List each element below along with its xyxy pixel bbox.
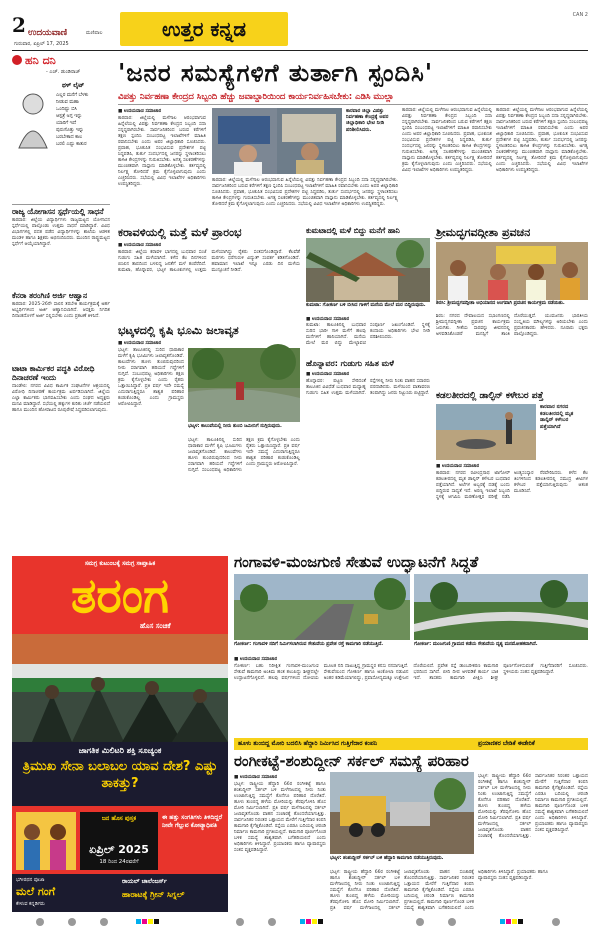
honnavar-story xyxy=(306,358,430,550)
circle-text-left: ಭಟ್ಕಳ: ರಾಷ್ಟ್ರೀಯ ಹೆದ್ದಾರಿ 66ರ ರಂಗೀಕಟ್ಟೆ ಹಾಗೂ ಶಂಶುದ್ದೀನ್ ಸರ್ಕಲ್ ಬಳಿ ಮಳೆಗಾಲದಲ್ಲಿ ನೀರು ನಿಂತು ಉಂಟಾಗುತ್ತಿದ್ದ ಸಮಸ್ಯೆಗೆ ಕೊನೆಗೂ ಪರಿಹಾರ ದೊರೆತಿದೆ. ಹೂಳು ತುಂಬಿದ್ದ ಹಳೆಯ ಮೋರಿಯನ್ನು ತೆರವುಗೊಳಿಸಿ ಹೊಸ ಮೋರಿ ನಿರ್ಮಿಸಲಾಗಿದೆ. ಪ್ರತಿ ವರ್ಷ ಮಳೆಗಾಲದಲ್ಲಿ ಸರ್ಕಲ್ ಜಲಾವೃತಗೊಂಡು ವಾಹನ ಸಂಚಾರಕ್ಕೆ ತೊಂದರೆಯಾಗುತ್ತಿತ್ತು. ಸಾರ್ವಜನಿಕರ ನಿರಂತರ ಒತ್ತಾಯದ ಮೇರೆಗೆ ಗುತ್ತಿಗೆದಾರ ಕಂಪನಿ ಕಾಮಗಾರಿ ಕೈಗೆತ್ತಿಕೊಂಡಿದೆ. ರಸ್ತೆಯ ಎರಡೂ ಬದಿಯಲ್ಲಿ ಚರಂಡಿ ನಿರ್ಮಾಣ ಕಾಮಗಾರಿ ಪ್ರಗತಿಯಲ್ಲಿದೆ. ಕಾಮಗಾರಿ ಪೂರ್ಣಗೊಂಡ ಬಳಿಕ ಸಮಸ್ಯೆ ಶಾಶ್ವತವಾಗಿ ಬಗೆಹರಿಯಲಿದೆ ಎಂದು ಅಧಿಕಾರಿಗಳು ತಿಳಿಸಿದ್ದಾರೆ. ಪ್ರಯಾಣಿಕರು ಹಾಗೂ ವ್ಯಾಪಾರಸ್ಥರು ಸಂತಸ ವ್ಯಕ್ತಪಡಿಸಿದ್ದಾರೆ. xyxy=(234,782,326,853)
section-banner xyxy=(120,12,288,46)
ad-feature-kicker: ಜಾಗತಿಕ ಮಿಲಿಟರಿ ಶಕ್ತಿ ಸೂಚ್ಯಂಕ xyxy=(78,746,162,755)
circle-kicker-right: ಪ್ರಯಾಣಿಕರ ಬೇಡಿಕೆ ಈಡೇರಿಕೆ xyxy=(478,740,535,747)
top-story-col3 xyxy=(402,108,492,222)
ad-extra-left: ಭಗೀರಥನ ಪೂಜಾ xyxy=(16,877,45,883)
ad-extra-mid: ಈ ಹತ್ತು ಸಂಗತಿಗಳು ತಿಳಿದಿದ್ದರೆ ನೀವೇ ಗೆಲ್ಲುವ ಕೋಟ್ಯಾಧಿಪತಿ xyxy=(162,814,223,829)
hani-author-sketch xyxy=(14,88,52,150)
story-text: ಕಾರವಾರ: ಜಿಲ್ಲೆಯ ವಿದ್ಯಾರ್ಥಿಗಳು ರಾಜ್ಯಮಟ್ಟದ ಯೋಗಾಸನ ಸ್ಪರ್ಧೆಯಲ್ಲಿ ಪಾಲ್ಗೊಂಡು ಉತ್ತಮ ಸಾಧನೆ ಮಾಡಿದ್ದಾರೆ. ವಿವಿಧ ವಿಭಾಗಗಳಲ್ಲಿ ಪದಕ ಪಡೆದ ವಿದ್ಯಾರ್ಥಿಗಳನ್ನು ಶಾಲೆಯ ಆಡಳಿತ ಮಂಡಳಿ ಹಾಗೂ ಶಿಕ್ಷಕರು ಅಭಿನಂದಿಸಿದರು. ಮುಂದಿನ ರಾಷ್ಟ್ರಮಟ್ಟದ ಸ್ಪರ್ಧೆಗೆ ಆಯ್ಕೆಯಾಗಿದ್ದಾರೆ. xyxy=(12,218,110,247)
poem-line: ಬರಬೇಕಾದ ಕಾಲ xyxy=(56,135,83,140)
hani-author: - ಎಚ್. ಡುಂಡಿರಾಜ್ xyxy=(46,69,81,75)
headline: ರಾಜ್ಯ ಯೋಗಾಸನ ಸ್ಪರ್ಧೆಯಲ್ಲಿ ಸಾಧನೆ xyxy=(12,207,104,216)
left-divider xyxy=(12,204,110,205)
top-story-headline: 'ಜನರ ಸಮಸ್ಯೆಗಳಿಗೆ ತುರ್ತಾಗಿ ಸ್ಪಂದಿಸಿ' xyxy=(118,58,434,87)
poem-title: ಥಳ್ ಲೈಟ್ xyxy=(62,82,85,89)
bhatkal-photo xyxy=(188,348,300,422)
paper-edition: ಮಣಿಪಾಲ xyxy=(86,30,103,36)
circle-text-right: ಭಟ್ಕಳ: ರಾಷ್ಟ್ರೀಯ ಹೆದ್ದಾರಿ 66ರ ರಂಗೀಕಟ್ಟೆ ಹಾಗೂ ಶಂಶುದ್ದೀನ್ ಸರ್ಕಲ್ ಬಳಿ ಮಳೆಗಾಲದಲ್ಲಿ ನೀರು ನಿಂತು ಉಂಟಾಗುತ್ತಿದ್ದ ಸಮಸ್ಯೆಗೆ ಕೊನೆಗೂ ಪರಿಹಾರ ದೊರೆತಿದೆ. ಹೂಳು ತುಂಬಿದ್ದ ಹಳೆಯ ಮೋರಿಯನ್ನು ತೆರವುಗೊಳಿಸಿ ಹೊಸ ಮೋರಿ ನಿರ್ಮಿಸಲಾಗಿದೆ. ಪ್ರತಿ ವರ್ಷ ಮಳೆಗಾಲದಲ್ಲಿ ಸರ್ಕಲ್ ಜಲಾವೃತಗೊಂಡು ವಾಹನ ಸಂಚಾರಕ್ಕೆ ತೊಂದರೆಯಾಗುತ್ತಿತ್ತು. ಸಾರ್ವಜನಿಕರ ನಿರಂತರ ಒತ್ತಾಯದ ಮೇರೆಗೆ ಗುತ್ತಿಗೆದಾರ ಕಂಪನಿ ಕಾಮಗಾರಿ ಕೈಗೆತ್ತಿಕೊಂಡಿದೆ. ರಸ್ತೆಯ ಎರಡೂ ಬದಿಯಲ್ಲಿ ಚರಂಡಿ ನಿರ್ಮಾಣ ಕಾಮಗಾರಿ ಪ್ರಗತಿಯಲ್ಲಿದೆ. ಕಾಮಗಾರಿ ಪೂರ್ಣಗೊಂಡ ಬಳಿಕ ಸಮಸ್ಯೆ ಶಾಶ್ವತವಾಗಿ ಬಗೆಹರಿಯಲಿದೆ ಎಂದು ಅಧಿಕಾರಿಗಳು ತಿಳಿಸಿದ್ದಾರೆ. ಪ್ರಯಾಣಿಕರು ಹಾಗೂ ವ್ಯಾಪಾರಸ್ಥರು ಸಂತಸ ವ್ಯಕ್ತಪಡಿಸಿದ್ದಾರೆ. xyxy=(478,774,588,839)
taranga-ad[interactable] xyxy=(12,556,228,912)
hani-title: ಹನಿ ದನಿ xyxy=(25,54,56,67)
page-code: CAN 2 xyxy=(572,12,588,18)
ad-extra-right-small: ರಾಯಲ್ ಚಾಲೆಂಜರ್ಸ್ xyxy=(122,878,167,885)
bhatkal-story xyxy=(118,324,300,549)
page-number: 2 xyxy=(12,13,26,37)
ad-book-box xyxy=(80,812,158,870)
ad-extra-left-big: ಮಲೆ ಗಂಗೆ xyxy=(16,885,56,898)
byline: ■ ಉದಯವಾಣಿ ಸಮಾಚಾರ xyxy=(306,372,350,377)
bridge-text: ಗೋಕರ್ಣ: ಬಹು ನಿರೀಕ್ಷಿತ ಗಂಗಾವಳಿ-ಮಂಜಗುಣಿ ಸೇತುವೆ ಕಾಮಗಾರಿ ಅಂತಿಮ ಹಂತ ತಲುಪಿದ್ದು ಶೀಘ್ರದಲ್ಲೇ ಉದ್ಘಾಟನೆಗೊಳ್ಳಲಿದೆ. ಹಲವು ವರ್ಷಗಳಿಂದ ದೋಣಿಯ ಮೂಲಕ ನದಿ ದಾಟುತ್ತಿದ್ದ ಗ್ರಾಮಸ್ಥರ ಕನಸು ನನಸಾಗುತ್ತಿದೆ. ಸೇತುವೆಯಿಂದ ಗೋಕರ್ಣ ಹಾಗೂ ಅಂಕೋಲಾ ನಡುವಿನ ಅಂತರ ಕಡಿಮೆಯಾಗಲಿದ್ದು, ಪ್ರವಾಸೋದ್ಯಮಕ್ಕೂ ಉತ್ತೇಜನ ದೊರೆಯಲಿದೆ. ಪ್ರವೇಶ ರಸ್ತೆ ಡಾಂಬರೀಕರಣ ಕಾಮಗಾರಿ ಭರದಿಂದ ಸಾಗಿದೆ. ಬೀದಿ ದೀಪ ಅಳವಡಿಕೆ ಕಾರ್ಯ ಬಾಕಿ ಇದೆ. ಶಾಸಕರು ಕಾಮಗಾರಿ ವೀಕ್ಷಿಸಿ ಶೀಘ್ರ ಪೂರ್ಣಗೊಳಿಸುವಂತೆ ಗುತ್ತಿಗೆದಾರರಿಗೆ ಸೂಚಿಸಿದರು. ಸ್ಥಳೀಯರು ಸಂತಸ ವ್ಯಕ್ತಪಡಿಸಿದ್ದಾರೆ. xyxy=(234,664,588,681)
poem-line: ಬರಲಿ ಎಷ್ಟು ಕಾತುರ xyxy=(56,142,87,147)
byline: ■ ಉದಯವಾಣಿ ಸಮಾಚಾರ xyxy=(306,317,350,322)
headline: ಶ್ರೀಮದ್ಭಗವದ್ಗೀತಾ ಪ್ರವಚನ xyxy=(436,226,531,239)
ad-feature-box xyxy=(12,742,228,806)
circle-kicker-left: ಹೂಳು ತುಂಬಿದ್ದ ಮೋರಿ ಬದಲಿಸಿ ಹೆದ್ದಾರಿ ನಿರ್ಮಿಸಿದ ಗುತ್ತಿಗೆದಾರ ಕಂಪನಿ xyxy=(238,740,378,747)
pravachana-story xyxy=(436,226,588,388)
top-story-col2 xyxy=(212,178,398,222)
poem-line: ಎಲ್ಲರ ಮನೆಗೆ ಬೆಳಕು xyxy=(56,93,89,98)
ad-people-art xyxy=(16,812,76,870)
story-text: ಕಾರವಾರ: ಜಿಲ್ಲೆಯಲ್ಲಿ ಮಳೆಗಾಲ ಆರಂಭವಾಗುವ ಹಿನ್ನೆಲೆಯಲ್ಲಿ ವಿಪತ್ತು ನಿರ್ವಹಣಾ ಕೇಂದ್ರದ ಸಿಬ್ಬಂದಿ ಸದಾ ಸನ್ನದ್ಧರಾಗಿರಬೇಕು. ಸಾರ್ವಜನಿಕರಿಂದ ಬರುವ ಕರೆಗಳಿಗೆ ತಕ್ಷಣ ಸ್ಪಂದಿಸಿ ಸಂಬಂಧಪಟ್ಟ ಇಲಾಖೆಗಳಿಗೆ ಮಾಹಿತಿ ರವಾನಿಸಬೇಕು ಎಂದು ಅಪರ ಜಿಲ್ಲಾಧಿಕಾರಿ ಸೂಚಿಸಿದರು. ಪ್ರವಾಹ, ಭೂಕುಸಿತ ಸಂಭವಿಸುವ ಪ್ರದೇಶಗಳ ಪಟ್ಟಿ ಸಿದ್ಧಪಡಿಸಿ, ತುರ್ತು ಸಂದರ್ಭದಲ್ಲಿ ಜನರನ್ನು ಸ್ಥಳಾಂತರಿಸಲು ಕಾಳಜಿ ಕೇಂದ್ರಗಳನ್ನು ಗುರುತಿಸಬೇಕು. ಅಗತ್ಯ ಸಲಕರಣೆಗಳನ್ನು ಮುಂಚಿತವಾಗಿ ದಾಸ್ತಾನು ಮಾಡಿಕೊಳ್ಳಬೇಕು. ಕರ್ತವ್ಯದಲ್ಲಿ ನಿರ್ಲಕ್ಷ್ಯ ತೋರಿದರೆ ಕ್ರಮ ಕೈಗೊಳ್ಳಲಾಗುವುದು ಎಂದು ಎಚ್ಚರಿಸಿದರು. ಸಭೆಯಲ್ಲಿ ವಿವಿಧ ಇಲಾಖೆಗಳ ಅಧಿಕಾರಿಗಳು ಉಪಸ್ಥಿತರಿದ್ದರು. xyxy=(402,108,492,173)
poem-line: ನೀಡುವ ಮಹಾ xyxy=(56,100,79,105)
left-story-1 xyxy=(12,207,110,287)
hani-dani-box xyxy=(12,54,110,202)
story-text: ಕಾರವಾರ: ನಗರದ ರವೀಂದ್ರನಾಥ ಟಾಗೋರ್ ಕಡಲತೀರದಲ್ಲಿ ಮೃತ ಡಾಲ್ಫಿನ್ ಕಳೇಬರ ಬುಧವಾರ ಪತ್ತೆಯಾಗಿದೆ. ಅಲೆಗಳ ಅಬ್ಬರಕ್ಕೆ ದಡಕ್ಕೆ ಬಂದು ಬಿದ್ದಿರುವ ಸಾಧ್ಯತೆ ಇದೆ. ಅರಣ್ಯ ಇಲಾಖೆ ಸಿಬ್ಬಂದಿ ಸ್ಥಳಕ್ಕೆ ಆಗಮಿಸಿ ಮರಣೋತ್ತರ ಪರೀಕ್ಷೆ ನಡೆಸಿ ಅಂತ್ಯಸಂಸ್ಕಾರ ನೆರವೇರಿಸಿದರು. ಕಳೆದ ಕೆಲ ತಿಂಗಳಿನಿಂದ ಕಡಲತೀರದಲ್ಲಿ ಸಮುದ್ರ ಜೀವಿಗಳ ಕಳೇಬರ ಪತ್ತೆಯಾಗುತ್ತಿರುವುದು ಆತಂಕ ಮೂಡಿಸಿದೆ. xyxy=(436,471,588,500)
headline: ಟಾಟಾ ಕಾರ್ಮಿಕರ ಪದ್ಧತಿ ವಿರೋಧಿ ದಿನಾಚರಣೆ ಇಂದು xyxy=(12,364,95,382)
story-text: ದಾಂಡೇಲಿ: ನಗರದ ವಿವಿಧ ಕಾರ್ಮಿಕ ಸಂಘಟನೆಗಳ ಆಶ್ರಯದಲ್ಲಿ ವಿರೋಧಿ ದಿನಾಚರಣೆ ಕಾರ್ಯಕ್ರಮ ಏರ್ಪಡಿಸಲಾಗಿದೆ. ಜಿಲ್ಲೆಯ ಎಲ್ಲಾ ಕಾರ್ಮಿಕರು ಭಾಗವಹಿಸಬೇಕು ಎಂದು ಸಂಘದ ಅಧ್ಯಕ್ಷರು ಮನವಿ ಮಾಡಿದ್ದಾರೆ. ಸಭೆಯಲ್ಲಿ ಹಕ್ಕುಗಳ ಕುರಿತು ಚರ್ಚೆ ನಡೆಯಲಿದೆ ಹಾಗೂ ಮುಂದಿನ ಹೋರಾಟದ ರೂಪುರೇಷೆ ಸಿದ್ಧಪಡಿಸಲಾಗುವುದು. xyxy=(12,384,110,413)
section-title: ಉತ್ತರ ಕನ್ನಡ xyxy=(162,17,246,41)
pravachana-photo xyxy=(436,242,588,300)
ad-subtitle: ಹೊಸ ಸಂಚಿಕೆ xyxy=(140,622,171,630)
poem-line: ಯಾರಿಗೆ ಇದೆ xyxy=(56,121,77,126)
circle-headline: ರಂಗೀಕಟ್ಟೆ-ಶಂಶುದ್ದೀನ್ ಸರ್ಕಲ್ ಸಮಸ್ಯೆ ಪರಿಹಾರ xyxy=(234,752,469,770)
poem-line: ಪುರುಸೊತ್ತು ಇನ್ನು xyxy=(56,128,84,133)
byline: ■ ಉದಯವಾಣಿ ಸಮಾಚಾರ xyxy=(118,341,162,346)
masthead-rule xyxy=(12,50,588,51)
byline: ■ ಉದಯವಾಣಿ ಸಮಾಚಾರ xyxy=(436,464,480,469)
story-text: ಶಿರಸಿ: ನಗರದ ದೇವಾಲಯದ ಸಭಾಂಗಣದಲ್ಲಿ ಶ್ರೀಮದ್ಭಗವದ್ಗೀತಾ ಪ್ರವಚನ ಕಾರ್ಯಕ್ರಮ ಜರುಗಿತು. ಗೀತೆಯ ಸಾರವನ್ನು ಜೀವನದಲ್ಲಿ ಅಳವಡಿಸಿಕೊಂಡರೆ ಮನಸ್ಸಿಗೆ ಶಾಂತಿ ದೊರೆಯುತ್ತದೆ. ಯುವಜನರು ಭಾರತೀಯ ಸಂಸ್ಕೃತಿಯ ಮೌಲ್ಯಗಳನ್ನು ಅರಿಯಬೇಕು ಎಂದು ಪ್ರವಚನಕಾರರು ಹೇಳಿದರು. ನೂರಾರು ಭಕ್ತರು ಪಾಲ್ಗೊಂಡಿದ್ದರು. xyxy=(436,314,588,337)
ad-soldiers-art xyxy=(12,634,228,742)
bridge-caption-right: ಗೋಕರ್ಣ: ಮಂಜಗುಣಿ ಗ್ರಾಮದ ಕಡೆಯ ಸೇತುವೆಯ ದೃಶ್ಯ ಮನಮೋಹಕವಾಗಿದೆ. xyxy=(414,642,538,647)
poem-body xyxy=(56,92,110,148)
ad-tagline: ಸಮಗ್ರ ಕುಟುಂಬಕ್ಕೆ ಸಮಗ್ರ ಸಾಪ್ತಾಹಿಕ xyxy=(84,560,156,567)
bridge-photo-left xyxy=(234,574,410,640)
photo-caption: ಶಿರಸಿ: ಶ್ರೀಮದ್ಭಗವದ್ಗೀತಾ ಅಭಿಯಾನದ ಅಂಗವಾಗಿ ಪ್ರವಚನ ಕಾರ್ಯಕ್ರಮ ನಡೆಯಿತು. xyxy=(436,301,565,306)
kumta-photo xyxy=(306,238,430,302)
left-story-2 xyxy=(12,291,110,361)
story-text: ಭಟ್ಕಳ: ತಾಲೂಕಿನಲ್ಲಿ ಸುರಿದ ಧಾರಾಕಾರ ಮಳೆಗೆ ಕೃಷಿ ಭೂಮಿಗಳು ಜಲಾವೃತಗೊಂಡಿವೆ. ಕಾಲುವೆಗಳು ಹೂಳು ತುಂಬಿರುವುದರಿಂದ ನೀರು ಸರಾಗವಾಗಿ ಹರಿಯದೆ ಗದ್ದೆಗಳಿಗೆ ನುಗ್ಗಿದೆ. ಸಂಬಂಧಪಟ್ಟ ಅಧಿಕಾರಿಗಳು ತಕ್ಷಣ ಕ್ರಮ ಕೈಗೊಳ್ಳಬೇಕು ಎಂದು ರೈತರು ಒತ್ತಾಯಿಸಿದ್ದಾರೆ. ಪ್ರತಿ ವರ್ಷ ಇದೇ ಸಮಸ್ಯೆ ಎದುರಾಗುತ್ತಿದ್ದರೂ ಶಾಶ್ವತ ಪರಿಹಾರ ಕಂಡುಕೊಂಡಿಲ್ಲ ಎಂದು ಗ್ರಾಮಸ್ಥರು ಆರೋಪಿಸಿದ್ದಾರೆ. xyxy=(118,348,184,407)
story-text-2: ಭಟ್ಕಳ: ತಾಲೂಕಿನಲ್ಲಿ ಸುರಿದ ಧಾರಾಕಾರ ಮಳೆಗೆ ಕೃಷಿ ಭೂಮಿಗಳು ಜಲಾವೃತಗೊಂಡಿವೆ. ಕಾಲುವೆಗಳು ಹೂಳು ತುಂಬಿರುವುದರಿಂದ ನೀರು ಸರಾಗವಾಗಿ ಹರಿಯದೆ ಗದ್ದೆಗಳಿಗೆ ನುಗ್ಗಿದೆ. ಸಂಬಂಧಪಟ್ಟ ಅಧಿಕಾರಿಗಳು ತಕ್ಷಣ ಕ್ರಮ ಕೈಗೊಳ್ಳಬೇಕು ಎಂದು ರೈತರು ಒತ್ತಾಯಿಸಿದ್ದಾರೆ. ಪ್ರತಿ ವರ್ಷ ಇದೇ ಸಮಸ್ಯೆ ಎದುರಾಗುತ್ತಿದ್ದರೂ ಶಾಶ್ವತ ಪರಿಹಾರ ಕಂಡುಕೊಂಡಿಲ್ಲ ಎಂದು ಗ್ರಾಮಸ್ಥರು ಆರೋಪಿಸಿದ್ದಾರೆ. xyxy=(188,438,300,473)
paper-name: ಉದಯವಾಣಿ xyxy=(28,28,68,38)
masthead xyxy=(12,12,588,50)
poem-line: ಒಂದಿಷ್ಟು ಬಿಸಿ xyxy=(56,107,77,112)
top-story-col1 xyxy=(118,108,206,218)
story-text: ಕಾರವಾರ: 2025-26ನೇ ಸಾಲಿನ ತರಬೇತಿ ಕಾರ್ಯಕ್ರಮಕ್ಕೆ ಅರ್ಹ ಅಭ್ಯರ್ಥಿಗಳಿಂದ ಅರ್ಜಿ ಆಹ್ವಾನಿಸಲಾಗಿದೆ. ಆಸಕ್ತರು ನಿಗದಿತ ದಿನಾಂಕದೊಳಗೆ ಅರ್ಜಿ ಸಲ್ಲಿಸಬೇಕು ಎಂದು ಪ್ರಕಟಣೆ ತಿಳಿಸಿದೆ. xyxy=(12,302,110,319)
bridge-byline: ■ ಉದಯವಾಣಿ ಸಮಾಚಾರ xyxy=(234,657,278,662)
top-story-col4 xyxy=(496,108,588,222)
byline: ■ ಉದಯವಾಣಿ ಸಮಾಚಾರ xyxy=(118,243,162,248)
top-story-rule xyxy=(118,104,588,105)
top-story-photo-caption: ಕಾರವಾರ ಜಿಲ್ಲಾ ವಿಪತ್ತು ನಿರ್ವಹಣಾ ಕೇಂದ್ರಕ್ಕೆ ಅಪರ ಜಿಲ್ಲಾಧಿಕಾರಿ ಭೇಟಿ ನೀಡಿ ಪರಿಶೀಲಿಸಿದರು. xyxy=(346,108,389,133)
story-text: ಕುಮಟಾ: ತಾಲೂಕಿನಲ್ಲಿ ಬುಧವಾರ ಸುರಿದ ಭಾರೀ ಗಾಳಿ ಮಳೆಗೆ ಹಲವು ಮನೆಗಳಿಗೆ ಹಾನಿಯಾಗಿದೆ. ಮನೆಯ ಮೇಲೆ ಮರ ಬಿದ್ದು ಮೇಲ್ಛಾವಣಿ ಸಂಪೂರ್ಣ ಜಖಂಗೊಂಡಿದೆ. ಸ್ಥಳಕ್ಕೆ ಕಂದಾಯ ಅಧಿಕಾರಿಗಳು ಭೇಟಿ ನೀಡಿ ಪರಿಶೀಲಿಸಿದರು. xyxy=(306,323,430,346)
hani-logo-icon xyxy=(12,55,22,65)
photo-caption: ಕುಮಟಾ: ಗೋಕರ್ಣ ಬಳಿ ಬೀಸಿದ ಗಾಳಿಗೆ ಮನೆಯ ಮೇಲೆ ಮರ ಬಿದ್ದಿರುವುದು. xyxy=(306,303,426,308)
headline: ಕರಾವಳಿಯಲ್ಲಿ ಮತ್ತೆ ಮಳೆ ಪ್ರಾರಂಭ xyxy=(118,226,242,239)
ad-feature-title: ತ್ರಿಮುಖ ಸೇನಾ ಬಲಾಬಲ ಯಾವ ದೇಶ? ಎಷ್ಟು ತಾಕತ್ತು? xyxy=(22,759,218,791)
headline: ಭಟ್ಕಳದಲ್ಲಿ ಕೃಷಿ ಭೂಮಿ ಜಲಾವೃತ xyxy=(118,324,239,337)
byline: ■ ಉದಯವಾಣಿ ಸಮಾಚಾರ xyxy=(118,109,162,114)
circle-photo xyxy=(330,772,474,854)
photo-caption: ಭಟ್ಕಳ: ಕಾಲುವೆಯಲ್ಲಿ ನೀರು ತುಂಬಿ ಜಮೀನಿಗೆ ನುಗ್ಗಿರುವುದು. xyxy=(188,424,282,429)
story-text: ಕಾರವಾರ: ಜಿಲ್ಲೆಯ ಕರಾವಳಿ ಭಾಗದಲ್ಲಿ ಬುಧವಾರ ಸಂಜೆ ಗುಡುಗು ಸಹಿತ ಮಳೆಯಾಗಿದೆ. ಕಳೆದ ಕೆಲ ದಿನಗಳಿಂದ ಬಿಸಿಲಿನ ತಾಪದಿಂದ ಬಳಲಿದ್ದ ಜನತೆಗೆ ಮಳೆ ತಂಪೆರೆದಿದೆ. ಕುಮಟಾ, ಹೊನ್ನಾವರ, ಭಟ್ಕಳ ತಾಲೂಕುಗಳಲ್ಲಿ ಉತ್ತಮ ಮಳೆಯಾಗಿದ್ದು ರೈತರು ಸಂತಸಗೊಂಡಿದ್ದಾರೆ. ಕೆಲವೆಡೆ ಮರಗಳು ಧರೆಗುರುಳಿ ವಿದ್ಯುತ್ ಸಂಪರ್ಕ ಕಡಿತಗೊಂಡಿದೆ. ಹವಾಮಾನ ಇಲಾಖೆ ಇನ್ನೂ ಎರಡು ದಿನ ಮಳೆಯ ಮುನ್ಸೂಚನೆ ನೀಡಿದೆ. xyxy=(118,250,300,273)
story-text: ಕಾರವಾರ: ಜಿಲ್ಲೆಯಲ್ಲಿ ಮಳೆಗಾಲ ಆರಂಭವಾಗುವ ಹಿನ್ನೆಲೆಯಲ್ಲಿ ವಿಪತ್ತು ನಿರ್ವಹಣಾ ಕೇಂದ್ರದ ಸಿಬ್ಬಂದಿ ಸದಾ ಸನ್ನದ್ಧರಾಗಿರಬೇಕು. ಸಾರ್ವಜನಿಕರಿಂದ ಬರುವ ಕರೆಗಳಿಗೆ ತಕ್ಷಣ ಸ್ಪಂದಿಸಿ ಸಂಬಂಧಪಟ್ಟ ಇಲಾಖೆಗಳಿಗೆ ಮಾಹಿತಿ ರವಾನಿಸಬೇಕು ಎಂದು ಅಪರ ಜಿಲ್ಲಾಧಿಕಾರಿ ಸೂಚಿಸಿದರು. ಪ್ರವಾಹ, ಭೂಕುಸಿತ ಸಂಭವಿಸುವ ಪ್ರದೇಶಗಳ ಪಟ್ಟಿ ಸಿದ್ಧಪಡಿಸಿ, ತುರ್ತು ಸಂದರ್ಭದಲ್ಲಿ ಜನರನ್ನು ಸ್ಥಳಾಂತರಿಸಲು ಕಾಳಜಿ ಕೇಂದ್ರಗಳನ್ನು ಗುರುತಿಸಬೇಕು. ಅಗತ್ಯ ಸಲಕರಣೆಗಳನ್ನು ಮುಂಚಿತವಾಗಿ ದಾಸ್ತಾನು ಮಾಡಿಕೊಳ್ಳಬೇಕು. ಕರ್ತವ್ಯದಲ್ಲಿ ನಿರ್ಲಕ್ಷ್ಯ ತೋರಿದರೆ ಕ್ರಮ ಕೈಗೊಳ್ಳಲಾಗುವುದು ಎಂದು ಎಚ್ಚರಿಸಿದರು. ಸಭೆಯಲ್ಲಿ ವಿವಿಧ ಇಲಾಖೆಗಳ ಅಧಿಕಾರಿಗಳು ಉಪಸ್ಥಿತರಿದ್ದರು. xyxy=(496,108,588,173)
ad-issue-date: ಏಪ್ರಿಲ್ 2025 xyxy=(89,843,149,856)
dolphin-photo xyxy=(436,404,536,460)
date-line: ಗುರುವಾರ, ಏಪ್ರಿಲ್ 17, 2025 xyxy=(14,41,69,47)
left-story-3 xyxy=(12,364,110,552)
circle-byline: ■ ಉದಯವಾಣಿ ಸಮಾಚಾರ xyxy=(234,775,278,780)
headline: ಹೊನ್ನಾವರ: ಗುಡುಗು ಸಹಿತ ಮಳೆ xyxy=(306,359,394,368)
ad-issue-note: 18 ರಿಂದ 24ರವರೆಗೆ xyxy=(99,859,139,865)
ad-extra-right: ಹಾರಾಟಕ್ಕೆ ಗ್ರೀನ್ ಸಿಗ್ನಲ್ xyxy=(122,890,185,899)
circle-kicker-band xyxy=(234,738,588,750)
circle-text-mid: ಭಟ್ಕಳ: ರಾಷ್ಟ್ರೀಯ ಹೆದ್ದಾರಿ 66ರ ರಂಗೀಕಟ್ಟೆ ಹಾಗೂ ಶಂಶುದ್ದೀನ್ ಸರ್ಕಲ್ ಬಳಿ ಮಳೆಗಾಲದಲ್ಲಿ ನೀರು ನಿಂತು ಉಂಟಾಗುತ್ತಿದ್ದ ಸಮಸ್ಯೆಗೆ ಕೊನೆಗೂ ಪರಿಹಾರ ದೊರೆತಿದೆ. ಹೂಳು ತುಂಬಿದ್ದ ಹಳೆಯ ಮೋರಿಯನ್ನು ತೆರವುಗೊಳಿಸಿ ಹೊಸ ಮೋರಿ ನಿರ್ಮಿಸಲಾಗಿದೆ. ಪ್ರತಿ ವರ್ಷ ಮಳೆಗಾಲದಲ್ಲಿ ಸರ್ಕಲ್ ಜಲಾವೃತಗೊಂಡು ವಾಹನ ಸಂಚಾರಕ್ಕೆ ತೊಂದರೆಯಾಗುತ್ತಿತ್ತು. ಸಾರ್ವಜನಿಕರ ನಿರಂತರ ಒತ್ತಾಯದ ಮೇರೆಗೆ ಗುತ್ತಿಗೆದಾರ ಕಂಪನಿ ಕಾಮಗಾರಿ ಕೈಗೆತ್ತಿಕೊಂಡಿದೆ. ರಸ್ತೆಯ ಎರಡೂ ಬದಿಯಲ್ಲಿ ಚರಂಡಿ ನಿರ್ಮಾಣ ಕಾಮಗಾರಿ ಪ್ರಗತಿಯಲ್ಲಿದೆ. ಕಾಮಗಾರಿ ಪೂರ್ಣಗೊಂಡ ಬಳಿಕ ಸಮಸ್ಯೆ ಶಾಶ್ವತವಾಗಿ ಬಗೆಹರಿಯಲಿದೆ ಎಂದು ಅಧಿಕಾರಿಗಳು ತಿಳಿಸಿದ್ದಾರೆ. ಪ್ರಯಾಣಿಕರು ಹಾಗೂ ವ್ಯಾಪಾರಸ್ಥರು ಸಂತಸ ವ್ಯಕ್ತಪಡಿಸಿದ್ದಾರೆ. xyxy=(330,870,548,911)
side-note: ಕಾರವಾರ ನಗರದ ಕಡಲತೀರದಲ್ಲಿ ಮೃತ ಡಾಲ್ಫಿನ್ ಕಳೇಬರ ಪತ್ತೆಯಾಗಿದೆ xyxy=(540,404,574,430)
top-story-photo xyxy=(212,108,342,174)
ad-bottom-strip xyxy=(12,874,228,912)
story-text: ಕಾರವಾರ: ಜಿಲ್ಲೆಯಲ್ಲಿ ಮಳೆಗಾಲ ಆರಂಭವಾಗುವ ಹಿನ್ನೆಲೆಯಲ್ಲಿ ವಿಪತ್ತು ನಿರ್ವಹಣಾ ಕೇಂದ್ರದ ಸಿಬ್ಬಂದಿ ಸದಾ ಸನ್ನದ್ಧರಾಗಿರಬೇಕು. ಸಾರ್ವಜನಿಕರಿಂದ ಬರುವ ಕರೆಗಳಿಗೆ ತಕ್ಷಣ ಸ್ಪಂದಿಸಿ ಸಂಬಂಧಪಟ್ಟ ಇಲಾಖೆಗಳಿಗೆ ಮಾಹಿತಿ ರವಾನಿಸಬೇಕು ಎಂದು ಅಪರ ಜಿಲ್ಲಾಧಿಕಾರಿ ಸೂಚಿಸಿದರು. ಪ್ರವಾಹ, ಭೂಕುಸಿತ ಸಂಭವಿಸುವ ಪ್ರದೇಶಗಳ ಪಟ್ಟಿ ಸಿದ್ಧಪಡಿಸಿ, ತುರ್ತು ಸಂದರ್ಭದಲ್ಲಿ ಜನರನ್ನು ಸ್ಥಳಾಂತರಿಸಲು ಕಾಳಜಿ ಕೇಂದ್ರಗಳನ್ನು ಗುರುತಿಸಬೇಕು. ಅಗತ್ಯ ಸಲಕರಣೆಗಳನ್ನು ಮುಂಚಿತವಾಗಿ ದಾಸ್ತಾನು ಮಾಡಿಕೊಳ್ಳಬೇಕು. ಕರ್ತವ್ಯದಲ್ಲಿ ನಿರ್ಲಕ್ಷ್ಯ ತೋರಿದರೆ ಕ್ರಮ ಕೈಗೊಳ್ಳಲಾಗುವುದು ಎಂದು ಎಚ್ಚರಿಸಿದರು. ಸಭೆಯಲ್ಲಿ ವಿವಿಧ ಇಲಾಖೆಗಳ ಅಧಿಕಾರಿಗಳು ಉಪಸ್ಥಿತರಿದ್ದರು. xyxy=(212,178,398,207)
ad-book-label: ಜನ ಹೊಸ ಪುಸ್ತಕ xyxy=(101,815,137,822)
bridge-caption-left: ಗೋಕರ್ಣ: ಗಂಗಾವಳಿ ನದಿಗೆ ನಿರ್ಮಿಸಲಾಗಿರುವ ಸೇತುವೆಯ ಪ್ರವೇಶ ರಸ್ತೆ ಕಾಮಗಾರಿ ನಡೆಯುತ್ತಿದೆ. xyxy=(234,642,384,647)
headline: ಕೆನರಾ ತರಂಗಿಣಿ ಅರ್ಜಿ ಆಹ್ವಾನ xyxy=(12,291,88,300)
ad-title: ತರಂಗ xyxy=(70,568,170,624)
headline: ಕುಮಟಾದಲ್ಲಿ ಮಳೆ ಬಿದ್ದು ಮನೆಗೆ ಹಾನಿ xyxy=(306,226,400,235)
rain-story xyxy=(118,226,300,322)
poem-line: ಆಸ್ಪತ್ರೆ ಅಗ್ಗ ಇನ್ನು xyxy=(56,114,83,119)
top-story-subheadline: ವಿಪತ್ತು ನಿರ್ವಹಣಾ ಕೇಂದ್ರದ ಸಿಬ್ಬಂದಿ ಹೆಚ್ಚು ಜವಾಬ್ದಾರಿಯಿಂದ ಕಾರ್ಯನಿರ್ವಹಿಸಬೇಕು: ಎಡಿಸಿ ಮುಲ್ಲಾ xyxy=(118,92,394,102)
headline: ಕಡಲತೀರದಲ್ಲಿ ಡಾಲ್ಫಿನ್ ಕಳೇಬರ ಪತ್ತೆ xyxy=(436,391,544,401)
bridge-headline: ಗಂಗಾವಳಿ-ಮಂಜಗುಣಿ ಸೇತುವೆ ಉದ್ಘಾಟನೆಗೆ ಸಿದ್ಧತೆ xyxy=(234,553,479,571)
circle-caption: ಭಟ್ಕಳ: ಶಂಶುದ್ದೀನ್ ಸರ್ಕಲ್ ಬಳಿ ಹೆದ್ದಾರಿ ಕಾಮಗಾರಿ ನಡೆಯುತ್ತಿರುವುದು. xyxy=(330,856,444,861)
ad-extra-left-small: ಕೇಳುವ ಕನ್ನಡಿಗರು xyxy=(16,901,45,907)
bridge-photo-right xyxy=(414,574,588,640)
story-text: ಹೊನ್ನಾವರ: ಪಟ್ಟಣ ಸೇರಿದಂತೆ ತಾಲೂಕಿನ ವಿವಿಧೆಡೆ ಬುಧವಾರ ಮಧ್ಯಾಹ್ನ ಗುಡುಗು ಸಹಿತ ಉತ್ತಮ ಮಳೆಯಾಗಿದೆ. ರಸ್ತೆಗಳಲ್ಲಿ ನೀರು ನಿಂತು ವಾಹನ ಸವಾರರು ಪರದಾಡಿದರು. ಮಳೆಯಿಂದ ವಾತಾವರಣ ತಂಪಾಗಿದ್ದು ಜನರು ನಿಟ್ಟುಸಿರು ಬಿಟ್ಟಿದ್ದಾರೆ. xyxy=(306,379,430,396)
dolphin-story xyxy=(436,390,588,550)
kumta-story xyxy=(306,226,430,356)
registration-marks xyxy=(0,914,600,928)
story-text: ಕಾರವಾರ: ಜಿಲ್ಲೆಯಲ್ಲಿ ಮಳೆಗಾಲ ಆರಂಭವಾಗುವ ಹಿನ್ನೆಲೆಯಲ್ಲಿ ವಿಪತ್ತು ನಿರ್ವಹಣಾ ಕೇಂದ್ರದ ಸಿಬ್ಬಂದಿ ಸದಾ ಸನ್ನದ್ಧರಾಗಿರಬೇಕು. ಸಾರ್ವಜನಿಕರಿಂದ ಬರುವ ಕರೆಗಳಿಗೆ ತಕ್ಷಣ ಸ್ಪಂದಿಸಿ ಸಂಬಂಧಪಟ್ಟ ಇಲಾಖೆಗಳಿಗೆ ಮಾಹಿತಿ ರವಾನಿಸಬೇಕು ಎಂದು ಅಪರ ಜಿಲ್ಲಾಧಿಕಾರಿ ಸೂಚಿಸಿದರು. ಪ್ರವಾಹ, ಭೂಕುಸಿತ ಸಂಭವಿಸುವ ಪ್ರದೇಶಗಳ ಪಟ್ಟಿ ಸಿದ್ಧಪಡಿಸಿ, ತುರ್ತು ಸಂದರ್ಭದಲ್ಲಿ ಜನರನ್ನು ಸ್ಥಳಾಂತರಿಸಲು ಕಾಳಜಿ ಕೇಂದ್ರಗಳನ್ನು ಗುರುತಿಸಬೇಕು. ಅಗತ್ಯ ಸಲಕರಣೆಗಳನ್ನು ಮುಂಚಿತವಾಗಿ ದಾಸ್ತಾನು ಮಾಡಿಕೊಳ್ಳಬೇಕು. ಕರ್ತವ್ಯದಲ್ಲಿ ನಿರ್ಲಕ್ಷ್ಯ ತೋರಿದರೆ ಕ್ರಮ ಕೈಗೊಳ್ಳಲಾಗುವುದು ಎಂದು ಎಚ್ಚರಿಸಿದರು. ಸಭೆಯಲ್ಲಿ ವಿವಿಧ ಇಲಾಖೆಗಳ ಅಧಿಕಾರಿಗಳು ಉಪಸ್ಥಿತರಿದ್ದರು. xyxy=(118,116,206,187)
